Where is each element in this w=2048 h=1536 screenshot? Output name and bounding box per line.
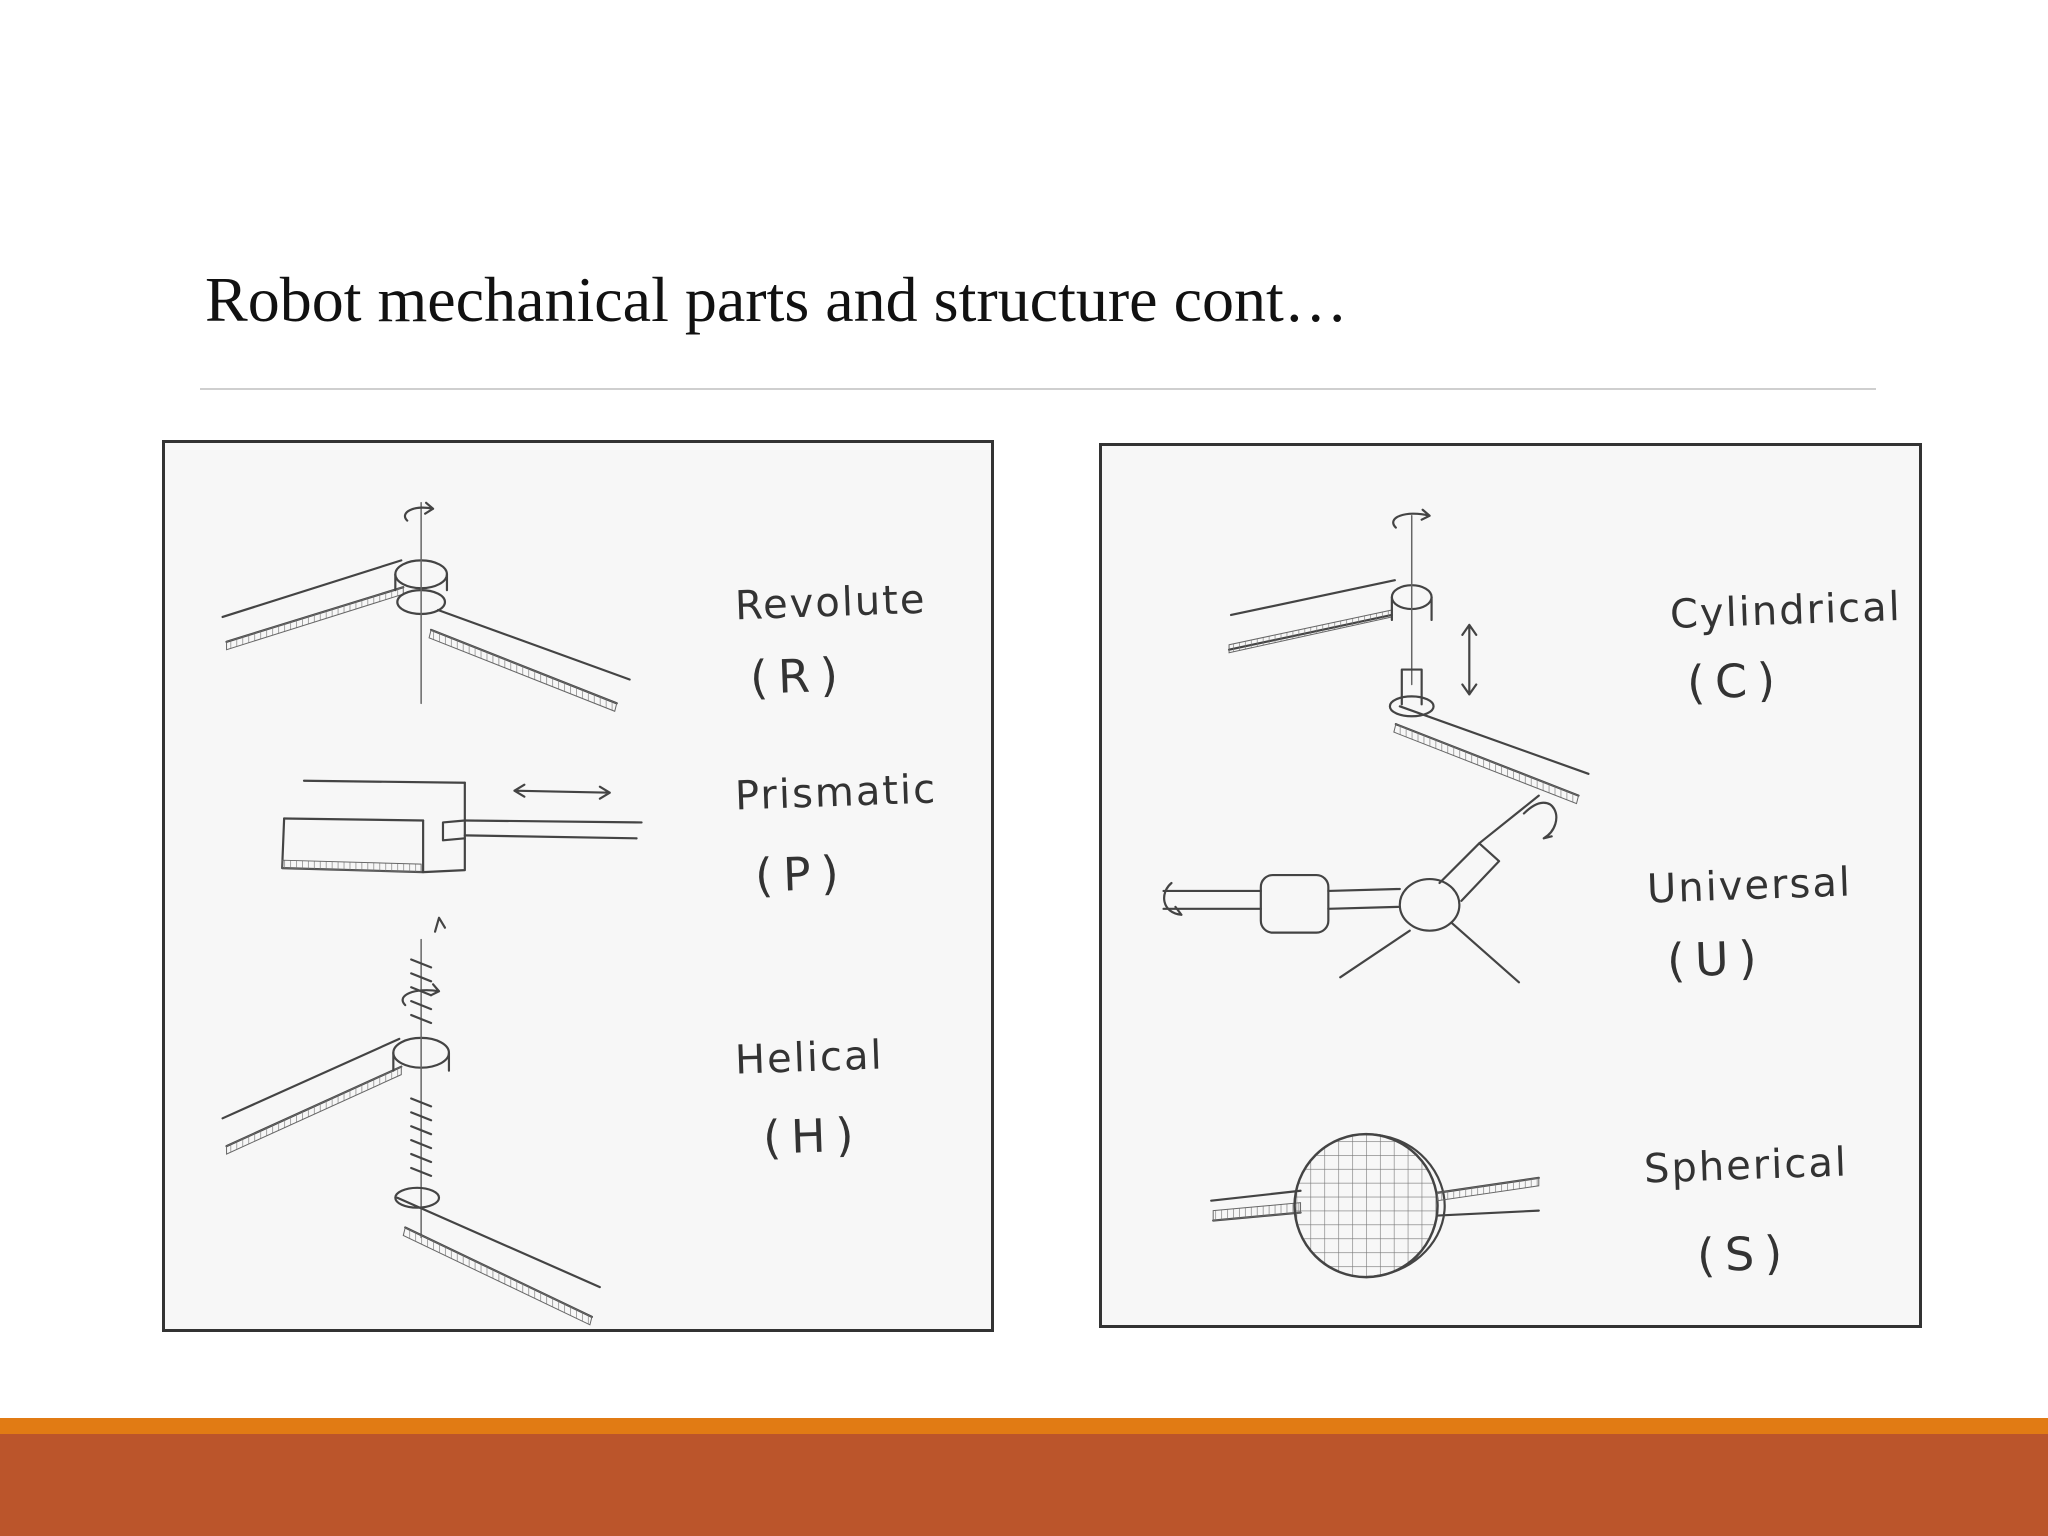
joint-label-prismatic: Prismatic xyxy=(734,766,938,820)
joint-abbr-helical: (H) xyxy=(762,1107,865,1165)
prismatic-joint-sketch xyxy=(282,781,641,872)
joint-sketches-left xyxy=(165,443,991,1329)
joint-sketch-panel-right xyxy=(1099,443,1922,1328)
joint-sketch-panel-left xyxy=(162,440,994,1332)
joint-label-spherical: Spherical xyxy=(1643,1139,1849,1193)
joint-abbr-revolute: (R) xyxy=(749,647,849,705)
joint-abbr-universal: (U) xyxy=(1666,930,1768,988)
universal-joint-sketch xyxy=(1164,796,1557,983)
title-divider xyxy=(200,388,1876,390)
footer-accent-band xyxy=(0,1434,2048,1536)
spherical-joint-sketch xyxy=(1211,1134,1539,1277)
joint-label-cylindrical: Cylindrical xyxy=(1669,583,1903,639)
joint-abbr-spherical: (S) xyxy=(1696,1225,1794,1283)
joint-abbr-prismatic: (P) xyxy=(754,845,850,903)
footer-accent-band-thin xyxy=(0,1418,2048,1434)
revolute-joint-sketch xyxy=(223,503,630,711)
slide-title: Robot mechanical parts and structure cont… xyxy=(205,264,1348,335)
joint-label-universal: Universal xyxy=(1646,859,1853,913)
helical-joint-sketch xyxy=(223,918,600,1325)
joint-abbr-cylindrical: (C) xyxy=(1686,652,1786,710)
joint-label-revolute: Revolute xyxy=(734,576,928,630)
joint-label-helical: Helical xyxy=(734,1032,885,1084)
cylindrical-joint-sketch xyxy=(1229,510,1588,804)
